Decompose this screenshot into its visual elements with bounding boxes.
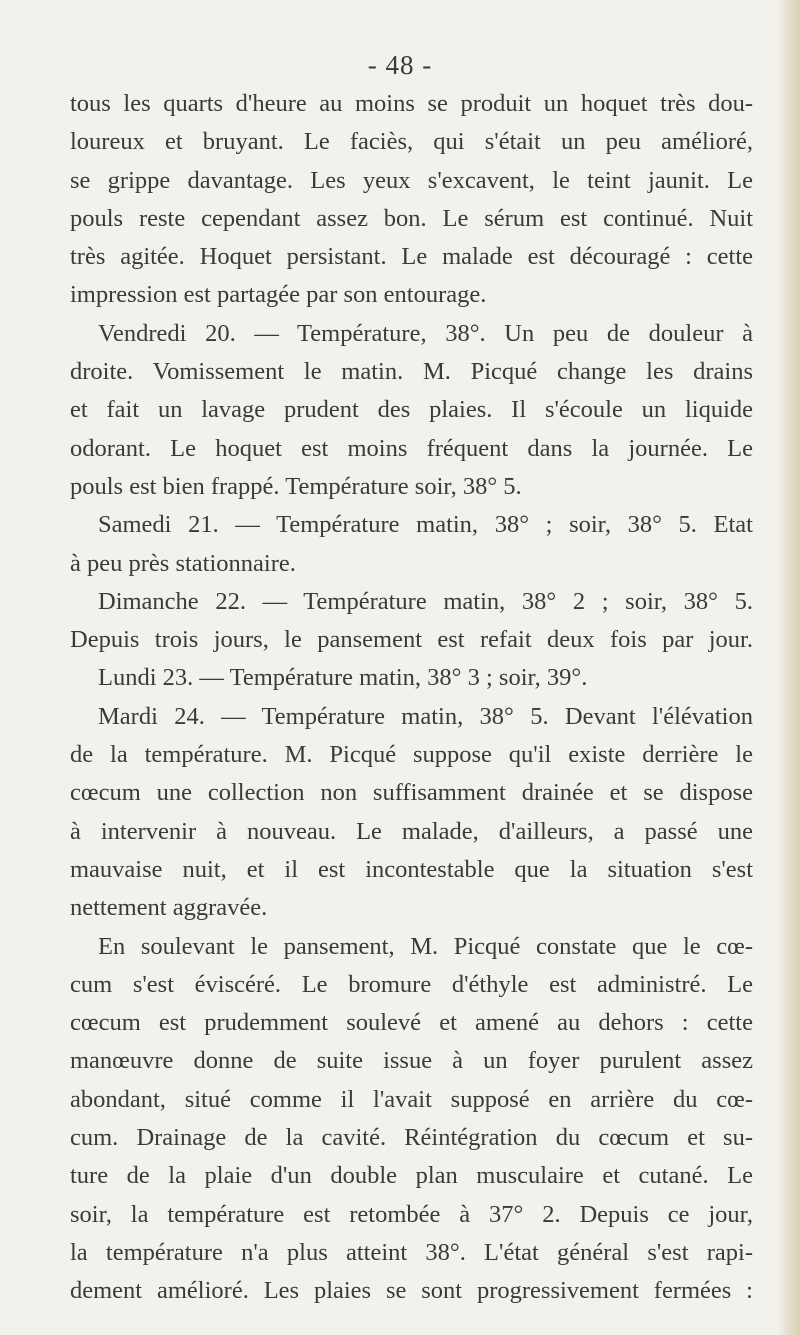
text-line: soir, la température est retombée à 37° 2. Depuis ce jour, <box>70 1200 753 1228</box>
text-line: Vendredi 20. — Température, 38°. Un peu de douleur à <box>98 319 753 347</box>
body-text <box>70 85 753 1311</box>
text-line: En soulevant le pansement, M. Picqué constate que le cœ- <box>98 932 753 960</box>
text-line: Lundi 23. — Température matin, 38° 3 ; soir, 39°. <box>98 664 588 692</box>
text-line: très agitée. Hoquet persistant. Le malade est découragé : cette <box>70 243 753 271</box>
text-line: Dimanche 22. — Température matin, 38° 2 ; soir, 38° 5. <box>98 587 753 615</box>
text-line: cœcum une collection non suffisamment drainée et se dispose <box>70 779 753 807</box>
text-line: cœcum est prudemment soulevé et amené au dehors : cette <box>70 1009 753 1037</box>
text-line: et fait un lavage prudent des plaies. Il s'écoule un liquide <box>70 396 753 424</box>
text-line: cum s'est éviscéré. Le bromure d'éthyle est administré. Le <box>70 970 753 998</box>
text-line: impression est partagée par son entourage. <box>70 281 487 309</box>
text-line: abondant, situé comme il l'avait supposé en arrière du cœ- <box>70 1085 753 1113</box>
text-line: à intervenir à nouveau. Le malade, d'ailleurs, a passé une <box>70 817 753 845</box>
page-number: - 48 - <box>367 50 433 80</box>
text-line: de la température. M. Picqué suppose qu'il existe derrière le <box>70 741 753 769</box>
text-line: tous les quarts d'heure au moins se produit un hoquet très dou- <box>70 90 753 117</box>
page-edge-shadow <box>778 0 800 1335</box>
text-line: se grippe davantage. Les yeux s'excavent, le teint jaunit. Le <box>70 166 753 194</box>
text-line: manœuvre donne de suite issue à un foyer purulent assez <box>70 1047 753 1075</box>
text-line: mauvaise nuit, et il est incontestable que la situation s'est <box>70 855 753 883</box>
text-line: Depuis trois jours, le pansement est refait deux fois par jour. <box>70 626 753 654</box>
text-line: loureux et bruyant. Le faciès, qui s'était un peu amélioré, <box>70 128 753 156</box>
text-line: droite. Vomissement le matin. M. Picqué change les drains <box>70 358 753 386</box>
text-line: cum. Drainage de la cavité. Réintégration du cœcum et su- <box>70 1124 753 1152</box>
text-line: odorant. Le hoquet est moins fréquent dans la journée. Le <box>70 434 753 462</box>
text-line: ture de la plaie d'un double plan musculaire et cutané. Le <box>70 1162 753 1190</box>
text-line: dement amélioré. Les plaies se sont progressivement fermées : <box>70 1277 753 1305</box>
text-line: pouls est bien frappé. Température soir, 38° 5. <box>70 472 522 500</box>
text-line: Mardi 24. — Température matin, 38° 5. Devant l'élévation <box>98 702 753 730</box>
text-line: nettement aggravée. <box>70 894 268 922</box>
text-line: la température n'a plus atteint 38°. L'état général s'est rapi- <box>70 1238 753 1266</box>
text-line: pouls reste cependant assez bon. Le sérum est continué. Nuit <box>70 204 753 232</box>
text-line: à peu près stationnaire. <box>70 549 296 577</box>
text-line: Samedi 21. — Température matin, 38° ; soir, 38° 5. Etat <box>98 511 753 539</box>
